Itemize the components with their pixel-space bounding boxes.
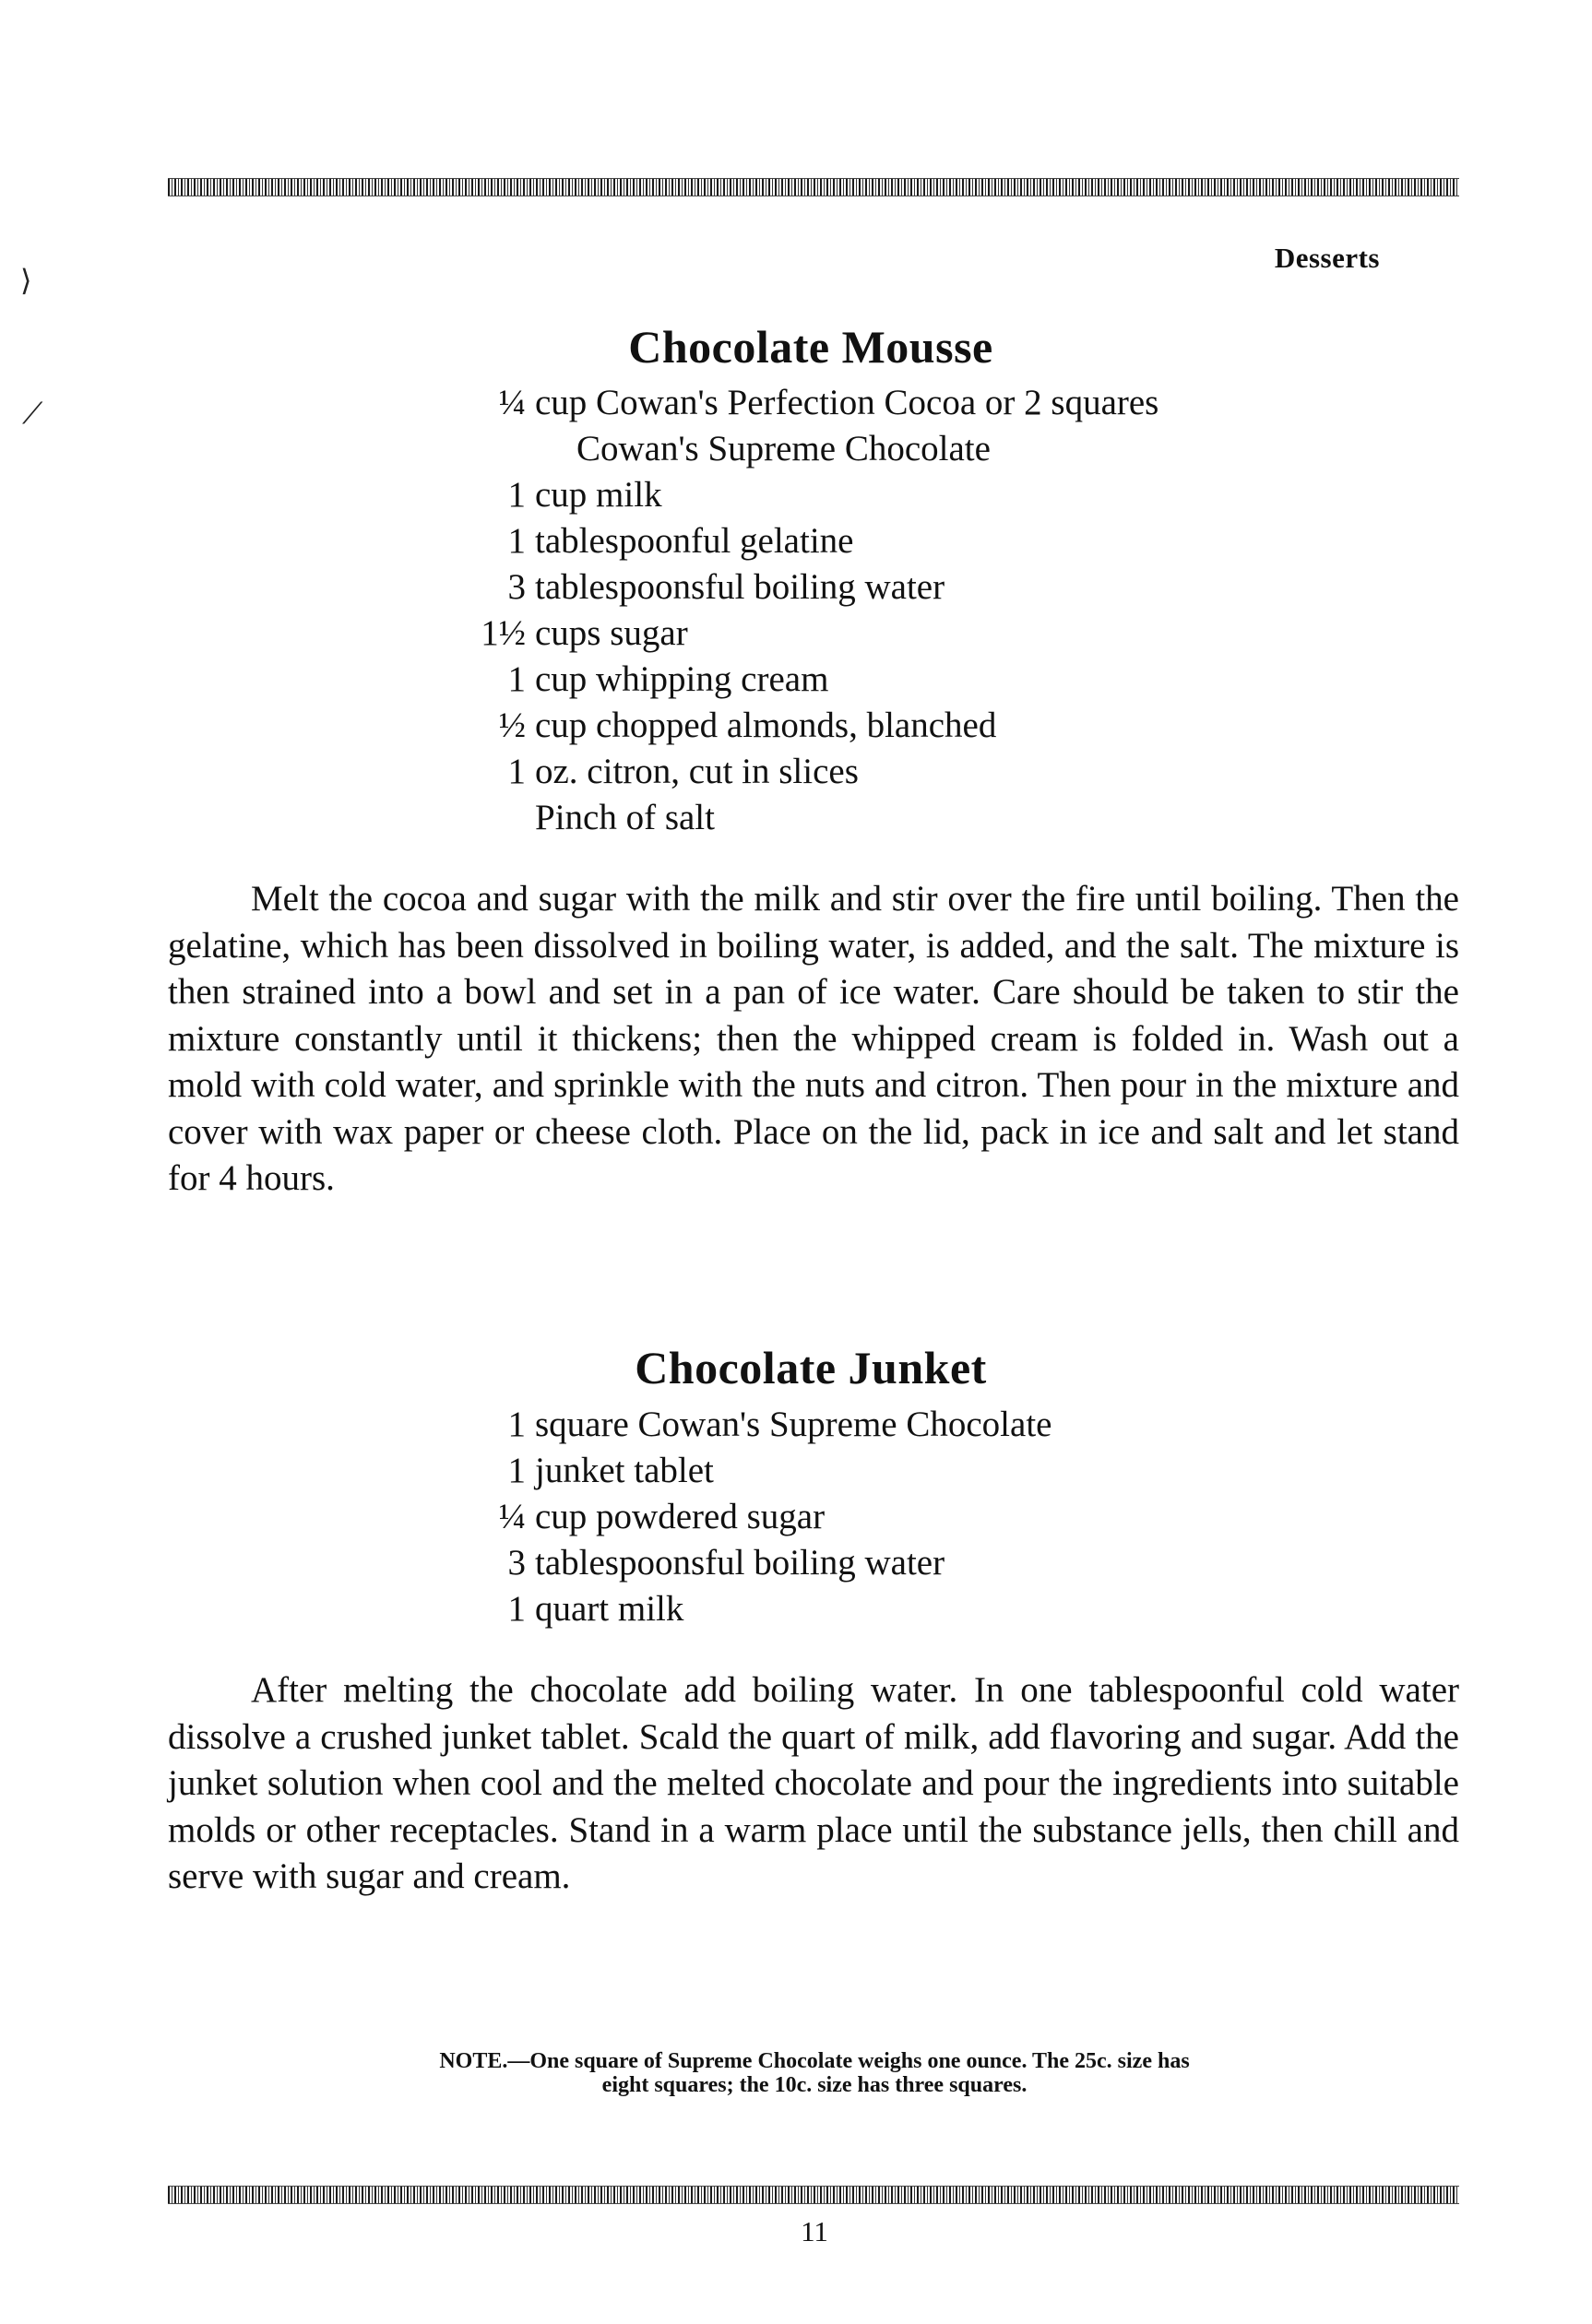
ingredient-qty: 1: [507, 1589, 526, 1629]
ingredient-qty: 3: [507, 1543, 526, 1583]
ingredient-item: cup Cowan's Perfection Cocoa or 2 squares: [535, 383, 1159, 422]
ingredient-line: [461, 795, 1158, 841]
recipe-title: Chocolate Mousse: [628, 320, 993, 373]
ingredient-item: cup chopped almonds, blanched: [535, 706, 997, 745]
ingredient-line: [461, 564, 1158, 611]
ingredient-qty: 1: [507, 659, 526, 699]
ingredient-line: [461, 1540, 1051, 1586]
ingredient-line: [461, 1494, 1051, 1540]
footnote-line: eight squares; the 10c. size has three squares.: [601, 2073, 1028, 2097]
ingredient-line: [461, 380, 1158, 426]
ingredient-line: [461, 703, 1158, 749]
ingredient-item: quart milk: [535, 1589, 684, 1629]
decorative-rule-top: [168, 178, 1459, 196]
ingredient-item: tablespoonsful boiling water: [535, 567, 945, 607]
margin-mark: ⟩: [20, 264, 32, 297]
ingredient-line: [461, 518, 1158, 564]
ingredient-item: Cowan's Supreme Chocolate: [576, 429, 991, 468]
ingredient-line: [461, 1586, 1051, 1632]
footnote: [212, 2049, 1417, 2097]
recipe-method: After melting the chocolate add boiling water. In one tablespoonful cold water dissolve a crushed junket tablet. Scald the quart of milk, add flavoring and sugar. Add the junket solution when cool and the melted chocolate and pour the ingredients into suitable molds or other receptacles. Stand in a warm place until the substance jells, then chill and serve with sugar and cream.: [168, 1670, 1459, 1896]
ingredient-qty: 1: [507, 521, 526, 561]
ingredient-qty: 1: [507, 475, 526, 515]
ingredient-item: cups sugar: [535, 613, 688, 653]
recipe-title: Chocolate Junket: [635, 1341, 987, 1393]
ingredient-item: cup milk: [535, 475, 662, 515]
ingredient-list: [461, 1402, 1051, 1632]
ingredient-line: [461, 611, 1158, 657]
ingredient-item: Pinch of salt: [535, 798, 715, 837]
ingredient-item: tablespoonful gelatine: [535, 521, 854, 561]
decorative-rule-bottom: [168, 2186, 1459, 2204]
ingredient-item: tablespoonsful boiling water: [535, 1543, 945, 1583]
ingredient-item: junket tablet: [535, 1451, 714, 1490]
ingredient-qty: 1: [507, 1451, 526, 1490]
ingredient-list: [461, 380, 1158, 841]
ingredient-item: cup powdered sugar: [535, 1497, 826, 1536]
ingredient-qty: ¼: [498, 1497, 526, 1536]
margin-mark: ⟋: [22, 397, 43, 430]
ingredient-qty: 3: [507, 567, 526, 607]
ingredient-line: [461, 1448, 1051, 1494]
ingredient-line: [461, 657, 1158, 703]
ingredient-line: [461, 472, 1158, 518]
ingredient-line: [461, 426, 1158, 472]
ingredient-qty: ¼: [498, 383, 526, 422]
footnote-line: NOTE.—One square of Supreme Chocolate weighs one ounce. The 25c. size has: [439, 2049, 1190, 2073]
ingredient-item: cup whipping cream: [535, 659, 829, 699]
section-header: Desserts: [1274, 242, 1380, 274]
ingredient-qty: ½: [498, 706, 526, 745]
ingredient-qty: 1½: [481, 613, 526, 653]
ingredient-item: square Cowan's Supreme Chocolate: [535, 1405, 1052, 1444]
ingredient-line: [461, 749, 1158, 795]
ingredient-item: oz. citron, cut in slices: [535, 752, 859, 791]
ingredient-qty: 1: [507, 752, 526, 791]
recipe-method: Melt the cocoa and sugar with the milk and stir over the fire until boiling. Then the gelatine, which has been dissolved in boiling water, is added, and the salt. The mixture is then strained into a bowl and set in a pan of ice water. Care should be taken to stir the mixture constantly until it thickens; then the whipped cream is folded in. Wash out a mold with cold water, and sprinkle with the nuts and citron. Then pour in the mixture and cover with wax paper or cheese cloth. Place on the lid, pack in ice and salt and let stand for 4 hours.: [168, 879, 1459, 1198]
ingredient-line: [461, 1402, 1051, 1448]
page-number: 11: [801, 2215, 828, 2247]
ingredient-qty: 1: [507, 1405, 526, 1444]
